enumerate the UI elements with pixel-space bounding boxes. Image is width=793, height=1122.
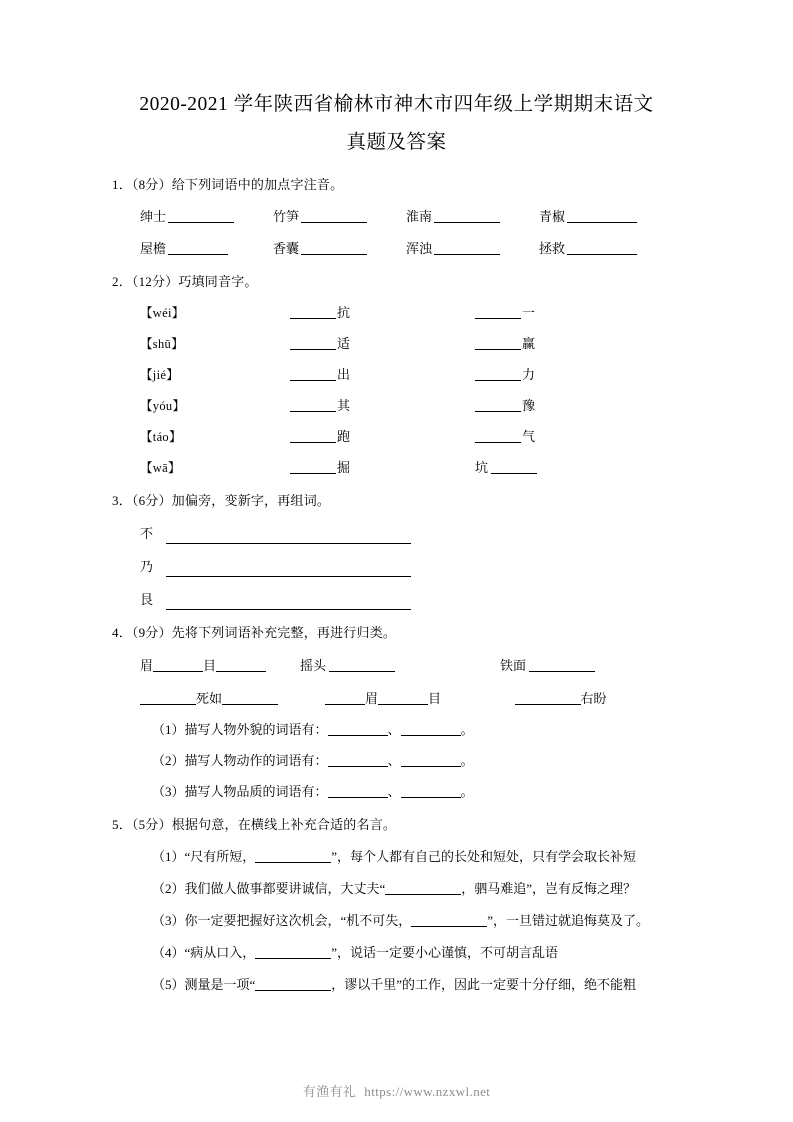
sub-label-pre: （5）测量是一项“ xyxy=(152,977,256,992)
word-label: 竹笋 xyxy=(273,209,300,224)
char-label: 坑 xyxy=(475,460,489,475)
tongyin-row xyxy=(112,365,681,385)
tongyin-row xyxy=(112,303,681,323)
char-label: 气 xyxy=(522,429,536,444)
answer-blank[interactable] xyxy=(290,429,336,443)
answer-blank[interactable] xyxy=(401,753,461,767)
answer-blank[interactable] xyxy=(290,305,336,319)
answer-blank[interactable] xyxy=(328,784,388,798)
word-label: 拯救 xyxy=(539,241,566,256)
pinyin-label xyxy=(140,427,290,447)
word-label: 屋檐 xyxy=(140,241,167,256)
char-label: 力 xyxy=(522,367,536,382)
question-3-row xyxy=(112,524,681,544)
question-4-head: 4．（9分）先将下列词语补充完整，再进行归类。 xyxy=(112,625,397,640)
char-label: 抗 xyxy=(337,305,351,320)
question-5-sub-5 xyxy=(112,975,681,995)
question-4 xyxy=(112,623,681,802)
word-label: 淮南 xyxy=(406,209,433,224)
sub-label-post: ”，每个人都有自己的长处和短处，只有学会取长补短 xyxy=(331,849,637,864)
word-label: 铁面 xyxy=(500,658,527,673)
tongyin-cell xyxy=(475,458,660,478)
question-4-row-1 xyxy=(112,656,681,676)
answer-blank[interactable] xyxy=(301,241,367,255)
answer-blank[interactable] xyxy=(290,367,336,381)
answer-blank[interactable] xyxy=(168,209,234,223)
answer-blank[interactable] xyxy=(140,691,196,705)
pinyin-label xyxy=(140,365,290,385)
word-label: 青椒 xyxy=(539,209,566,224)
question-5-sub-3 xyxy=(112,911,681,931)
pinyin-text: 【jié】 xyxy=(140,368,179,382)
page-title-line1: 2020-2021 学年陕西省榆林市神木市四年级上学期期末语文 xyxy=(139,94,654,115)
question-3-row xyxy=(112,590,681,610)
question-4-sub-2: （2）描写人物动作的词语有： 、 。 xyxy=(152,753,474,768)
idiom-item xyxy=(300,656,500,676)
pinyin-text: 【táo】 xyxy=(140,430,182,444)
sub-label: （2）描写人物动作的词语有： xyxy=(152,753,328,768)
char-label: 赢 xyxy=(522,336,536,351)
answer-blank[interactable] xyxy=(328,722,388,736)
idiom-item xyxy=(140,656,300,676)
answer-blank[interactable] xyxy=(166,596,411,610)
tongyin-cell xyxy=(475,334,660,354)
sub-label-pre: （2）我们做人做事都要讲诚信，大丈夫“ xyxy=(152,881,386,896)
pinyin-label xyxy=(140,334,290,354)
answer-blank[interactable] xyxy=(434,241,500,255)
question-3-head: 3．（6分）加偏旁，变新字，再组词。 xyxy=(112,493,331,508)
tongyin-cell xyxy=(475,303,660,323)
pinyin-item xyxy=(140,239,273,259)
pinyin-item xyxy=(140,207,273,227)
question-1-row-2 xyxy=(112,239,681,259)
sub-label-post: ”，说话一定要小心谨慎，不可胡言乱语 xyxy=(331,945,559,960)
answer-blank[interactable] xyxy=(255,849,331,863)
answer-blank[interactable] xyxy=(385,881,461,895)
question-5-sub-4 xyxy=(112,943,681,963)
word-label: 摇头 xyxy=(300,658,327,673)
sub-label-pre: （4）“病从口入， xyxy=(152,945,256,960)
char-label: 乃 xyxy=(140,559,154,574)
answer-blank[interactable] xyxy=(567,241,637,255)
answer-blank[interactable] xyxy=(153,658,203,672)
question-1-row-1 xyxy=(112,207,681,227)
answer-blank[interactable] xyxy=(325,691,365,705)
tongyin-row xyxy=(112,396,681,416)
char-label: 目 xyxy=(203,658,217,673)
tongyin-cell xyxy=(290,365,475,385)
answer-blank[interactable] xyxy=(166,530,411,544)
answer-blank[interactable] xyxy=(491,460,537,474)
question-1-head: 1．（8分）给下列词语中的加点字注音。 xyxy=(112,177,344,192)
footer-watermark xyxy=(0,1081,793,1100)
char-label: 适 xyxy=(337,336,351,351)
footer-url: https://www.nzxwl.net xyxy=(364,1084,491,1099)
idiom-item xyxy=(140,689,325,709)
pinyin-item xyxy=(273,239,406,259)
answer-blank[interactable] xyxy=(222,691,278,705)
answer-blank[interactable] xyxy=(401,722,461,736)
char-label: 跑 xyxy=(337,429,351,444)
sub-label-post: ”，一旦错过就追悔莫及了。 xyxy=(487,913,650,928)
page-title xyxy=(112,86,681,162)
pinyin-label xyxy=(140,396,290,416)
question-2 xyxy=(112,272,681,478)
question-5-sub-2 xyxy=(112,879,681,899)
question-5 xyxy=(112,815,681,995)
word-label: 死如 xyxy=(196,691,223,706)
char-label: 眉 xyxy=(364,691,378,706)
answer-blank[interactable] xyxy=(475,367,521,381)
answer-blank[interactable] xyxy=(515,691,581,705)
tongyin-cell xyxy=(475,427,660,447)
question-4-sub-3: （3）描写人物品质的词语有： 、 。 xyxy=(152,784,474,799)
footer-brand: 有渔有礼 xyxy=(302,1084,357,1099)
pinyin-item xyxy=(406,207,539,227)
char-label: 一 xyxy=(522,305,536,320)
answer-blank[interactable] xyxy=(529,658,595,672)
sub-label-pre: （3）你一定要把握好这次机会，“机不可失， xyxy=(152,913,412,928)
page-title-line2: 真题及答案 xyxy=(346,132,447,153)
answer-blank[interactable] xyxy=(475,305,521,319)
question-1 xyxy=(112,175,681,259)
char-label: 目 xyxy=(427,691,441,706)
sub-label-post: ，驷马难追”，岂有反悔之理？ xyxy=(461,881,637,896)
answer-blank[interactable] xyxy=(301,209,367,223)
tongyin-cell xyxy=(290,303,475,323)
answer-blank[interactable] xyxy=(166,563,411,577)
tongyin-cell xyxy=(290,458,475,478)
question-5-sub-1 xyxy=(112,847,681,867)
pinyin-text: 【yóu】 xyxy=(140,399,186,413)
sub-label-pre: （1）“尺有所短， xyxy=(152,849,256,864)
tongyin-cell xyxy=(475,396,660,416)
idiom-item xyxy=(515,689,681,709)
tongyin-row xyxy=(112,458,681,478)
pinyin-item xyxy=(406,239,539,259)
answer-blank[interactable] xyxy=(168,241,228,255)
answer-blank[interactable] xyxy=(411,913,487,927)
tongyin-cell xyxy=(290,396,475,416)
word-label: 浑浊 xyxy=(406,241,433,256)
answer-blank[interactable] xyxy=(475,336,521,350)
tongyin-cell xyxy=(290,427,475,447)
char-label: 其 xyxy=(337,398,351,413)
char-label: 艮 xyxy=(140,592,154,607)
char-label: 出 xyxy=(337,367,351,382)
char-label: 掘 xyxy=(337,460,351,475)
pinyin-text: 【wā】 xyxy=(140,461,181,475)
answer-blank[interactable] xyxy=(328,753,388,767)
pinyin-text: 【shū】 xyxy=(140,337,184,351)
answer-blank[interactable] xyxy=(475,398,521,412)
pinyin-item xyxy=(539,239,672,259)
idiom-item xyxy=(325,689,515,709)
sub-label: （3）描写人物品质的词语有： xyxy=(152,784,328,799)
answer-blank[interactable] xyxy=(567,209,637,223)
answer-blank[interactable] xyxy=(434,209,500,223)
answer-blank[interactable] xyxy=(216,658,266,672)
tongyin-cell xyxy=(475,365,660,385)
question-3 xyxy=(112,491,681,610)
char-label: 不 xyxy=(140,526,154,541)
answer-blank[interactable] xyxy=(255,977,331,991)
answer-blank[interactable] xyxy=(290,460,336,474)
question-2-head: 2．（12分）巧填同音字。 xyxy=(112,274,258,289)
word-label: 绅士 xyxy=(140,209,167,224)
word-label: 香囊 xyxy=(273,241,300,256)
idiom-item xyxy=(500,656,680,676)
pinyin-label xyxy=(140,303,290,323)
pinyin-item xyxy=(539,207,672,227)
sub-label-post: ，谬以千里”的工作，因此一定要十分仔细，绝不能粗 xyxy=(331,977,637,992)
pinyin-text: 【wéi】 xyxy=(140,306,185,320)
answer-blank[interactable] xyxy=(255,945,331,959)
sub-label: （1）描写人物外貌的词语有： xyxy=(152,722,328,737)
answer-blank[interactable] xyxy=(329,658,395,672)
char-label: 豫 xyxy=(522,398,536,413)
pinyin-label xyxy=(140,458,290,478)
answer-blank[interactable] xyxy=(290,336,336,350)
answer-blank[interactable] xyxy=(401,784,461,798)
char-label: 眉 xyxy=(140,658,154,673)
answer-blank[interactable] xyxy=(290,398,336,412)
question-5-head: 5．（5分）根据句意，在横线上补充合适的名言。 xyxy=(112,817,397,832)
answer-blank[interactable] xyxy=(378,691,428,705)
tongyin-cell xyxy=(290,334,475,354)
word-label: 右盼 xyxy=(580,691,607,706)
question-4-row-2 xyxy=(112,689,681,709)
tongyin-row xyxy=(112,334,681,354)
answer-blank[interactable] xyxy=(475,429,521,443)
question-4-sub-1: （1）描写人物外貌的词语有： 、 。 xyxy=(152,722,474,737)
question-3-row xyxy=(112,557,681,577)
tongyin-row xyxy=(112,427,681,447)
pinyin-item xyxy=(273,207,406,227)
